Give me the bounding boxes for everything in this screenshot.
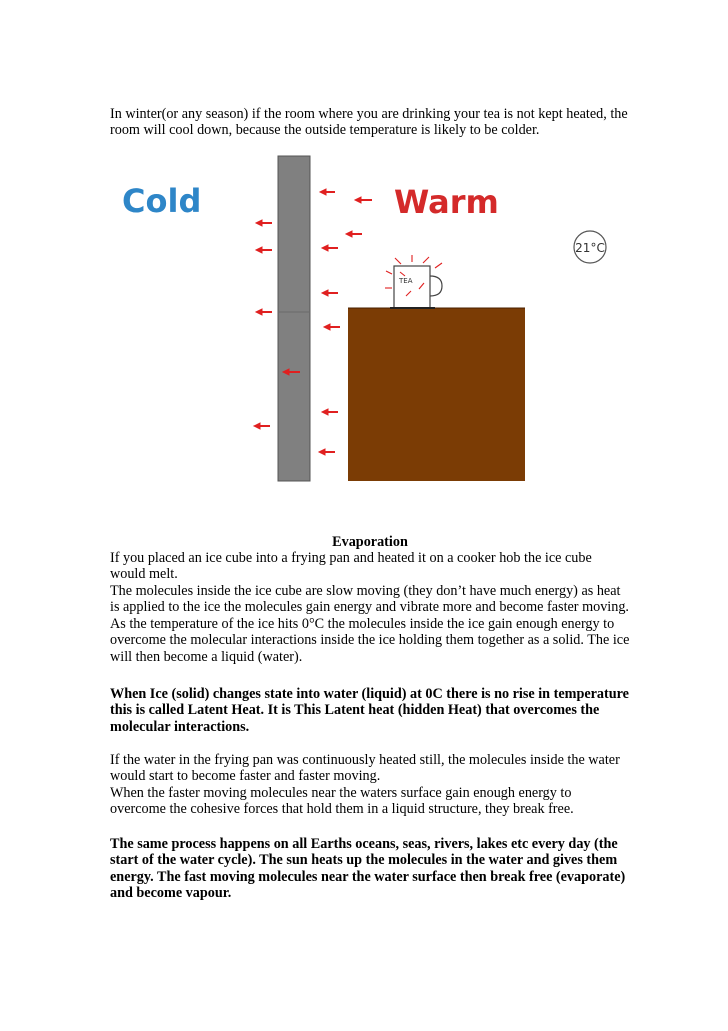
table [348, 308, 525, 481]
heat-arrow [322, 245, 338, 251]
heat-arrow [324, 324, 340, 330]
heat-arrow [320, 189, 335, 195]
temperature-label: 21°C [575, 241, 605, 255]
mug-label: TEA [399, 277, 413, 285]
heat-arrow [346, 231, 362, 237]
heat-arrow [254, 423, 270, 429]
paragraph-break-free: When the faster moving molecules near the waters surface gain enough energy to overcome the cohesive forces that hold them in a liquid structure, they break free. [110, 785, 574, 818]
cold-label: Cold [122, 182, 202, 220]
heat-arrow [322, 290, 338, 296]
warm-label: Warm [394, 183, 499, 221]
heat-arrow [256, 247, 272, 253]
intro-paragraph: In winter(or any season) if the room where you are drinking your tea is not kept heated, the room will cool down, because the outside temperature is likely to be colder. [110, 106, 628, 139]
paragraph-heating-water: If the water in the frying pan was continuously heated still, the molecules inside the water would start to become faster and faster moving. [110, 752, 620, 785]
paragraph-ice-melt: If you placed an ice cube into a frying pan and heated it on a cooker hob the ice cube would melt. [110, 550, 592, 583]
heat-arrow [319, 449, 335, 455]
heat-arrow [322, 409, 338, 415]
temperature-badge [574, 231, 606, 263]
heat-arrow [256, 309, 272, 315]
paragraph-water-cycle: The same process happens on all Earths oceans, seas, rivers, lakes etc every day (the start of the water cycle). The sun heats up the molecules in the water and gives them energy. The fast moving molecules near the water surface then break free (evaporate) and become vapour. [110, 836, 626, 902]
section-title: Evaporation [332, 534, 408, 550]
heat-arrow [355, 197, 372, 203]
tea-mug [385, 255, 442, 308]
paragraph-molecules: The molecules inside the ice cube are slow moving (they don’t have much energy) as heat is applied to the ice the molecules gain energy and vibrate more and become faster moving. As the temperature of the ice hits 0°C the molecules inside the ice gain enough energy to overcome the molecular interactions inside the ice holding them together as a solid. The ice will then become a liquid (water). [110, 583, 630, 665]
wall [278, 156, 310, 481]
heat-loss-diagram [110, 150, 630, 490]
paragraph-latent-heat: When Ice (solid) changes state into water (liquid) at 0C there is no rise in temperature this is called Latent Heat. It is This Latent heat (hidden Heat) that overcomes the molecular interactions. [110, 686, 629, 735]
heat-arrow [256, 220, 272, 226]
